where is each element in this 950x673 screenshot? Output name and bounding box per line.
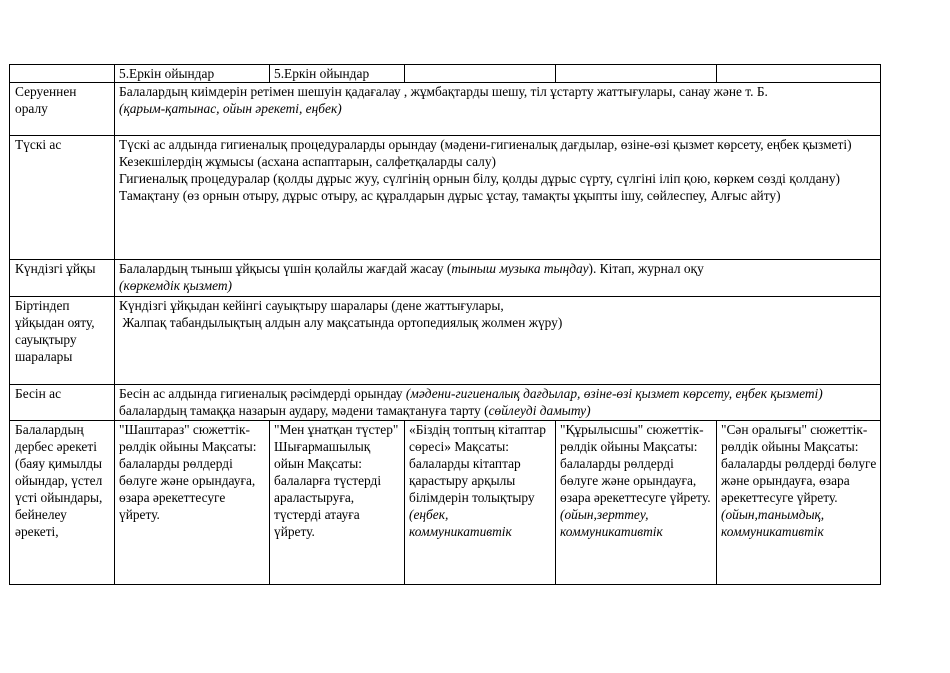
lunch-line: Кезекшілердің жұмысы (асхана аспаптарын, салфетқаларды салу) (119, 154, 496, 169)
lunch-line: Тамақтану (өз орнын отыру, дұрыс отыру, ас құралдарын дұрыс ұстау, тамақты ұқыпты ішу, сөйлеспеу, Алғыс айту) (119, 188, 781, 203)
schedule-table (9, 64, 881, 585)
activity-note: (ойын,танымдық, коммуникативтік (721, 507, 825, 539)
activity-cell-1 (115, 421, 270, 585)
top-row-cell-1: 5.Еркін ойындар (115, 65, 270, 83)
snack-text-b: балалардың тамаққа назарын аудару, мәдени тамақтануға тарту ( (119, 403, 489, 418)
row-label-lunch: Түскі ас (10, 136, 115, 260)
wakeup-line: Күндізгі ұйқыдан кейінгі сауықтыру шаралары (дене жаттығулары, (119, 298, 504, 313)
walk-return-text: Балалардың киімдерін ретімен шешуін қадағалау , жұмбақтарды шешу, тіл ұстарту жаттығулары, санау және т. Б. (119, 84, 768, 99)
wakeup-content (115, 297, 881, 385)
walk-return-row (10, 83, 881, 136)
nap-content (115, 260, 881, 297)
walk-return-activity-note: (қарым-қатынас, ойын әрекеті, еңбек) (119, 101, 342, 116)
top-row-cell-2: 5.Еркін ойындар (270, 65, 405, 83)
independent-activity-row (10, 421, 881, 585)
activity-note: (ойын,зерттеу, коммуникативтік (560, 507, 663, 539)
activity-cell-2 (270, 421, 405, 585)
nap-text-b: ). Кітап, журнал оқу (588, 261, 704, 276)
top-row-label-cell (10, 65, 115, 83)
snack-italic-a: (мәдени-гигиеналық дағдылар, өзіне-өзі қызмет көрсету, еңбек қызметі) (405, 386, 823, 401)
nap-text-a: Балалардың тыныш ұйқысы үшін қолайлы жағдай жасау ( (119, 261, 452, 276)
nap-italic-a: тыныш музыка тыңдау (451, 261, 589, 276)
activity-text: "Шаштараз" сюжеттік-рөлдік ойыны Мақсаты: балаларды рөлдерді бөлуге және орындауға, өзара әрекеттесуге үйрету. (119, 422, 257, 522)
activity-cell-4 (556, 421, 717, 585)
activity-cell-5 (717, 421, 881, 585)
row-label-independent: Балалардың дербес әрекеті (баяу қимылды ойындар, үстел үсті ойындары, бейнелеу әрекеті, (10, 421, 115, 585)
activity-text: "Мен ұнатқан түстер" Шығармашылық ойын Мақсаты: балаларға түстерді араластыруға, түстерді атауға үйрету. (274, 422, 399, 539)
lunch-content (115, 136, 881, 260)
top-row (10, 65, 881, 83)
wakeup-row (10, 297, 881, 385)
top-row-cell-4 (556, 65, 717, 83)
snack-content (115, 385, 881, 421)
nap-italic-b: (көркемдік қызмет) (119, 278, 232, 293)
activity-cell-3 (405, 421, 556, 585)
snack-text-a: Бесін ас алдында гигиеналық рәсімдерді орындау (119, 386, 406, 401)
row-label-nap: Күндізгі ұйқы (10, 260, 115, 297)
top-row-cell-3 (405, 65, 556, 83)
activity-text: «Біздің топтың кітаптар сөресі» Мақсаты: балаларды кітаптар қарастыру арқылы білімдерін толықтыру (409, 422, 546, 505)
top-row-cell-5 (717, 65, 881, 83)
activity-text: "Құрылысшы" сюжеттік-рөлдік ойыны Мақсаты: балаларды рөлдерді бөлуге және орындауға, өзара әрекеттесуге үйрету. (560, 422, 711, 505)
wakeup-line: Жалпақ табандылықтың алдын алу мақсатында ортопедиялық жолмен жүру) (119, 315, 563, 330)
lunch-line: Түскі ас алдында гигиеналық процедураларды орындау (мәдени-гигиеналық дағдылар, өзіне-өзі қызмет көрсету, еңбек қызметі) (119, 137, 852, 152)
row-label-walk-return: Серуеннен оралу (10, 83, 115, 136)
walk-return-content (115, 83, 881, 136)
row-label-snack: Бесін ас (10, 385, 115, 421)
activity-note: (еңбек, коммуникативтік (409, 507, 512, 539)
lunch-line: Гигиеналық процедуралар (қолды дұрыс жуу, сүлгінің орнын білу, қолды дұрыс сүрту, сүлгіні іліп қою, көркем сөзді қолдану) (119, 171, 840, 186)
activity-text: "Сән оралығы" сюжеттік-рөлдік ойыны Мақсаты: балаларды рөлдерді бөлуге және орындауға, өзара әрекеттесуге үйрету. (721, 422, 877, 505)
row-label-wakeup: Біртіндеп ұйқыдан ояту, сауықтыру шаралары (10, 297, 115, 385)
snack-italic-b: сөйлеуді дамыту) (488, 403, 591, 418)
snack-row (10, 385, 881, 421)
nap-row (10, 260, 881, 297)
lunch-row (10, 136, 881, 260)
